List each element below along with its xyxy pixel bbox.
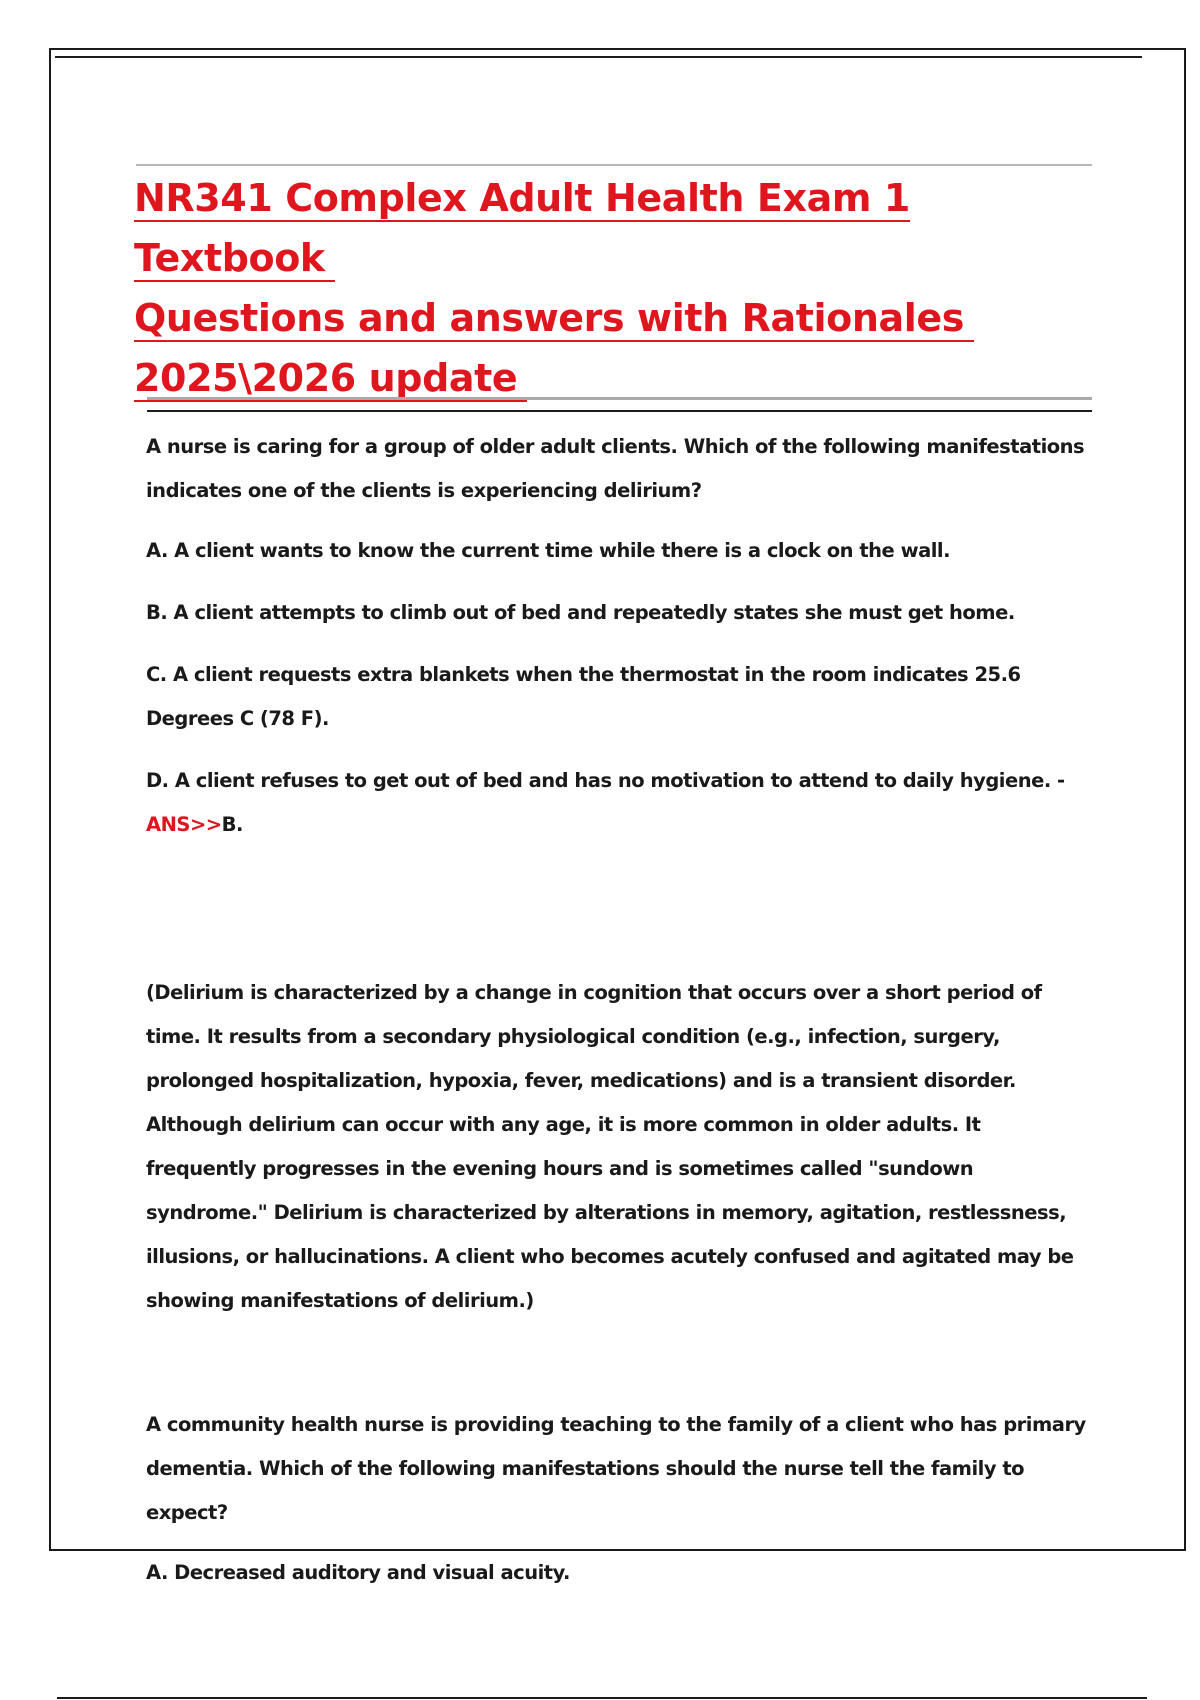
document-body [146,425,1096,1613]
question-1-option-d [146,759,1096,847]
title-line-2: Questions and answers with Rationales [134,296,974,342]
spacer [146,847,1096,971]
answer-prefix: ANS>> [146,813,222,836]
spacer [146,1323,1096,1403]
document-title [134,168,1104,408]
question-1-option-c: C. A client requests extra blankets when the thermostat in the room indicates 25.6 Degrees C (78 F). [146,663,1021,730]
question-2-option-a: A. Decreased auditory and visual acuity. [146,1561,570,1584]
question-1-rationale: (Delirium is characterized by a change in cognition that occurs over a short period of time. It results from a secondary physiological condition (e.g., infection, surgery, prolonged hospitalization, hypoxia, fever, medications) and is a transient disorder. Although delirium can occur with any age, it is more common in older adults. It frequently progresses in the evening hours and is sometimes called "sundown syndrome." Delirium is characterized by alterations in memory, agitation, restlessness, illusions, or hallucinations. A client who becomes acutely confused and agitated may be showing manifestations of delirium.) [146,981,1074,1312]
section-separator-black [147,410,1092,412]
question-1-option-b: B. A client attempts to climb out of bed and repeatedly states she must get home. [146,601,1015,624]
title-line-3: 2025\2026 update [134,356,527,402]
frame-top-rule [55,56,1142,58]
question-1-option-a: A. A client wants to know the current time while there is a clock on the wall. [146,539,951,562]
section-separator-gray [147,397,1092,400]
question-1-option-d-text: D. A client refuses to get out of bed and has no motivation to attend to daily hygiene. - [146,769,1065,792]
title-top-rule [136,164,1092,166]
answer-value: B. [221,813,243,836]
title-line-1: NR341 Complex Adult Health Exam 1 Textbook [134,176,910,280]
question-2-text: A community health nurse is providing teaching to the family of a client who has primary dementia. Which of the following manifestations should the nurse tell the family to expect? [146,1413,1086,1524]
page-bottom-rule [57,1697,1147,1699]
question-1-text: A nurse is caring for a group of older adult clients. Which of the following manifestations indicates one of the clients is experiencing delirium? [146,435,1085,502]
